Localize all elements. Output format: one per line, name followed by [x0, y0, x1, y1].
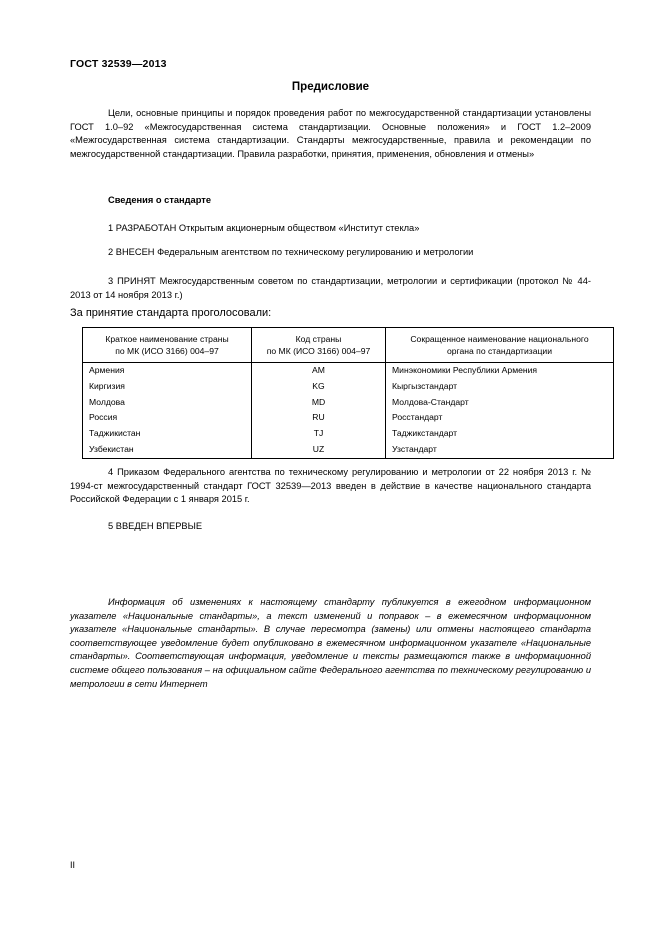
- vote-lead-in: За принятие стандарта проголосовали:: [70, 307, 272, 319]
- column-header-code-line2: по МК (ИСО 3166) 004–97: [266, 346, 371, 356]
- standard-info-item-2: 2 ВНЕСЕН Федеральным агентством по техническому регулированию и метрологии: [108, 247, 474, 257]
- table-row: [83, 410, 614, 426]
- cell-body: Минэкономики Республики Армения: [386, 363, 614, 379]
- standard-info-item-5: 5 ВВЕДЕН ВПЕРВЫЕ: [108, 521, 203, 531]
- standard-info-item-1: 1 РАЗРАБОТАН Открытым акционерным обществом «Институт стекла»: [108, 223, 420, 233]
- column-header-body-line1: Сокращенное наименование национального: [410, 333, 589, 344]
- column-header-country-line1: Краткое наименование страны: [105, 333, 229, 344]
- standard-info-heading: Сведения о стандарте: [108, 195, 212, 205]
- standard-info-item-4: 4 Приказом Федерального агентства по техническому регулированию и метрологии от 22 ноября 2013 г. № 1994-ст межгосударственный стандарт ГОСТ 32539—2013 введен в действие в качестве национального стандарта Российской Федерации с 1 января 2015 г.: [70, 467, 591, 505]
- page-title: Предисловие: [291, 81, 370, 93]
- column-header-country: [83, 328, 252, 363]
- cell-body: Узстандарт: [386, 442, 614, 458]
- table-row: [83, 363, 614, 379]
- cell-body: Таджикстандарт: [386, 426, 614, 442]
- cell-country: Россия: [83, 410, 252, 426]
- table-row: [83, 379, 614, 395]
- column-header-body-line2: органа по стандартизации: [446, 346, 553, 356]
- cell-body: Молдова-Стандарт: [386, 395, 614, 411]
- running-head: ГОСТ 32539—2013: [70, 58, 167, 70]
- cell-country: Таджикистан: [83, 426, 252, 442]
- column-header-body: [386, 328, 614, 363]
- cell-code: KG: [252, 379, 386, 395]
- page-number: II: [70, 860, 76, 870]
- cell-code: MD: [252, 395, 386, 411]
- cell-code: UZ: [252, 442, 386, 458]
- cell-country: Узбекистан: [83, 442, 252, 458]
- column-header-country-line2: по МК (ИСО 3166) 004–97: [115, 346, 219, 356]
- column-header-code-line1: Код страны: [295, 333, 342, 344]
- standard-info-item-3: 3 ПРИНЯТ Межгосударственным советом по стандартизации, метрологии и сертификации (протокол № 44-2013 от 14 ноября 2013 г.): [70, 276, 591, 300]
- cell-country: Киргизия: [83, 379, 252, 395]
- cell-country: Армения: [83, 363, 252, 379]
- table-row: [83, 442, 614, 458]
- table-header-row: [83, 328, 614, 363]
- vote-table: [82, 327, 614, 459]
- cell-body: Росстандарт: [386, 410, 614, 426]
- vote-table-body: [83, 363, 614, 459]
- table-row: [83, 395, 614, 411]
- table-row: [83, 426, 614, 442]
- cell-body: Кыргызстандарт: [386, 379, 614, 395]
- amendment-notice: Информация об изменениях к настоящему стандарту публикуется в ежегодном информационном указателе «Национальные стандарты», а текст изменений и поправок – в ежемесячном информационном указателе «Национальные стандарты». В случае пересмотра (замены) или отмены настоящего стандарта соответствующее уведомление будет опубликовано в ежемесячном информационном указателе «Национальные стандарты». Соответствующая информация, уведомление и тексты размещаются также в информационной системе общего пользования – на официальном сайте Федерального агентства по техническому регулированию и метрологии в сети Интернет: [70, 597, 591, 689]
- intro-paragraph: Цели, основные принципы и порядок проведения работ по межгосударственной стандартизации установлены ГОСТ 1.0–92 «Межгосударственная система стандартизации. Основные положения» и ГОСТ 1.2–2009 «Межгосударственная система стандартизации. Стандарты межгосударственные, правила и рекомендации по межгосударственной стандартизации. Правила разработки, принятия, применения, обновления и отмены»: [70, 108, 591, 159]
- cell-code: AM: [252, 363, 386, 379]
- cell-country: Молдова: [83, 395, 252, 411]
- cell-code: RU: [252, 410, 386, 426]
- column-header-code: [252, 328, 386, 363]
- cell-code: TJ: [252, 426, 386, 442]
